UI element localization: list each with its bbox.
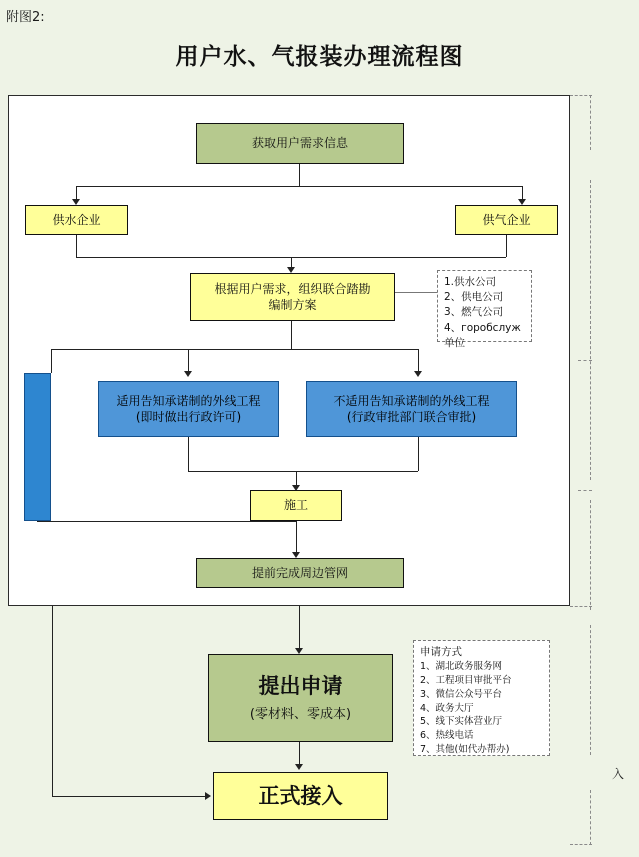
connector-survey-down	[291, 321, 292, 349]
arrow-to-formal-connection	[295, 764, 303, 770]
page-title: 用户水、气报装办理流程图	[175, 44, 464, 70]
node-blue-bar[interactable]	[24, 373, 51, 521]
node-commitment-applicable[interactable]	[98, 381, 279, 437]
guide-dash-5	[590, 790, 591, 845]
node-construction[interactable]: 施工	[250, 490, 342, 521]
note-apply-item-4: 5、线下实体营业厅	[420, 716, 503, 728]
node-water-company[interactable]: 供水企业	[25, 205, 128, 235]
submit-application-line2: (零材料、零成本)	[249, 707, 352, 723]
connector-construction-down	[296, 521, 297, 555]
guide-dash-2	[590, 180, 591, 480]
commitment-not-applicable-line1: 不适用告知承诺制的外线工程	[333, 393, 490, 408]
connector-blue-left-out	[188, 437, 189, 471]
note-units-item-1: 2、供电公司	[444, 291, 504, 304]
guide-dash-3	[590, 500, 591, 610]
joint-survey-line2: 编制方案	[268, 298, 317, 312]
guide-dash-tick-2	[578, 490, 592, 491]
connector-gas-down	[506, 235, 507, 257]
commitment-not-applicable-line2: (行政审批部门联合审批)	[346, 410, 477, 424]
node-joint-survey[interactable]	[190, 273, 395, 321]
note-apply-item-2: 3、微信公众号平台	[420, 688, 503, 700]
connector-demand-down	[299, 164, 300, 186]
connector-left-bypass-vertical	[52, 606, 53, 796]
connector-note-units	[395, 292, 437, 293]
note-units-item-3: 4、горобслуж单位	[444, 321, 521, 349]
commitment-applicable-line2: (即时做出行政许可)	[135, 410, 242, 424]
connector-left-bypass-horizontal	[52, 796, 207, 797]
connector-bar-top	[51, 349, 188, 350]
node-formal-connection[interactable]	[213, 772, 388, 820]
connector-blue-right-down	[418, 349, 419, 373]
arrow-to-commitment	[184, 371, 192, 377]
connector-blue-right-out	[418, 437, 419, 471]
guide-dash-tick-1	[578, 360, 592, 361]
right-mark: 入	[612, 767, 625, 781]
submit-application-line1: 提出申请	[258, 674, 343, 699]
node-gas-company[interactable]: 供气企业	[455, 205, 558, 235]
note-units-item-0: 1.供水公司	[444, 276, 497, 288]
note-apply-item-5: 6、热线电话	[420, 730, 474, 742]
guide-dash-4	[590, 625, 591, 755]
guide-dash-bottom	[570, 844, 592, 845]
connector-bar-top-down	[51, 349, 52, 373]
connector-blue-merge	[188, 471, 418, 472]
node-finish-network[interactable]: 提前完成周边管网	[196, 558, 404, 588]
node-submit-application[interactable]	[208, 654, 393, 742]
note-units-item-2: 3、燃气公司	[444, 306, 504, 319]
guide-dash-top	[570, 95, 592, 96]
connector-blue-left-down	[188, 349, 189, 373]
formal-connection-label: 正式接入	[258, 783, 343, 808]
note-apply-title: 申请方式	[420, 646, 462, 658]
attachment-label: 附图2:	[6, 10, 45, 25]
note-apply-item-1: 2、工程项目审批平台	[420, 674, 512, 686]
connector-water-down	[76, 235, 77, 257]
guide-dash-mid	[570, 606, 592, 607]
note-apply-item-0: 1、湖北政务服务网	[420, 661, 503, 673]
connector-bar-bottom	[37, 521, 296, 522]
node-commitment-not-applicable[interactable]	[306, 381, 517, 437]
note-apply-item-3: 4、政务大厅	[420, 702, 474, 714]
commitment-applicable-line1: 适用告知承诺制的外线工程	[116, 393, 261, 408]
connector-frame-down	[299, 606, 300, 652]
node-collect-demand[interactable]: 获取用户需求信息	[196, 123, 404, 164]
note-units	[437, 270, 532, 349]
note-apply-item-6: 7、其他(如代办帮办)	[420, 743, 510, 755]
guide-dash-1	[590, 95, 591, 150]
connector-blue-split	[188, 349, 418, 350]
note-apply-channels	[413, 640, 550, 756]
connector-split-horizontal	[76, 186, 523, 187]
arrow-left-bypass	[205, 792, 211, 800]
joint-survey-line1: 根据用户需求，组织联合踏勘	[214, 281, 371, 296]
arrow-to-non-commitment	[414, 371, 422, 377]
